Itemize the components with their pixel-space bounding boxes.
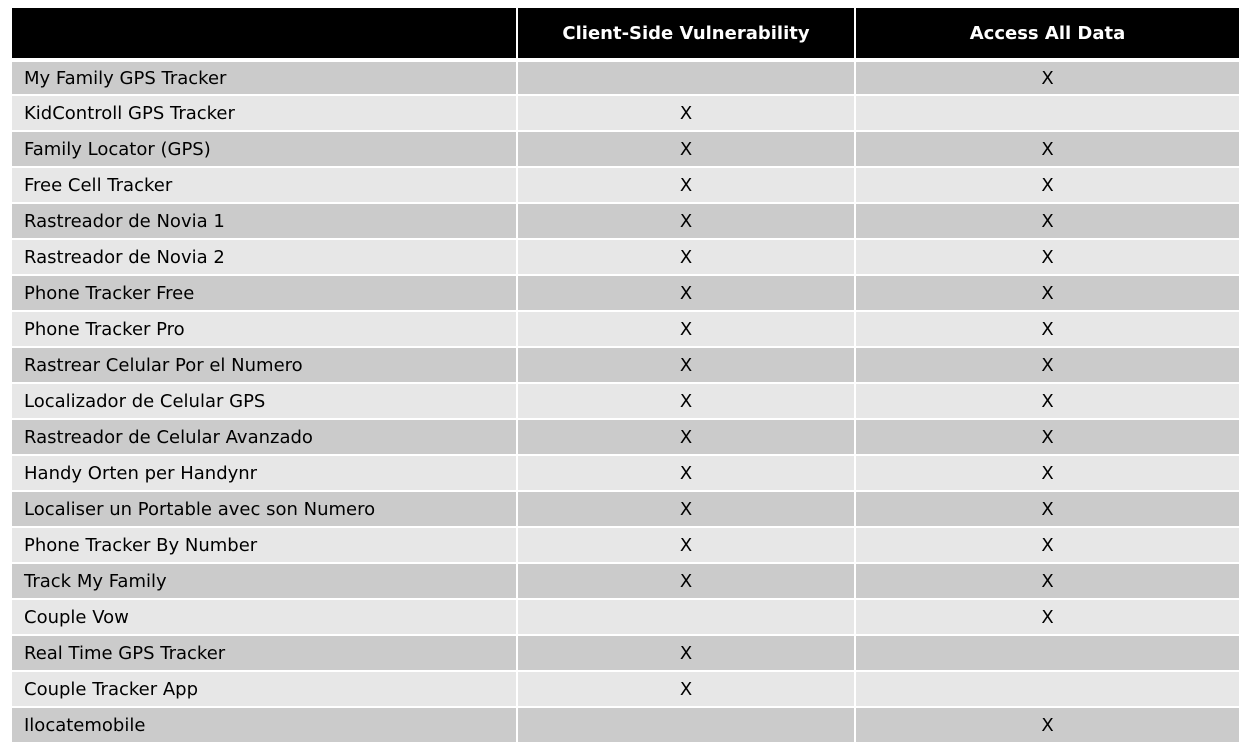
access-all-data-cell: X [856,706,1239,742]
table-row [12,562,1239,598]
app-name-cell: Rastrear Celular Por el Numero [12,346,518,382]
access-all-data-cell: X [856,562,1239,598]
table-row [12,202,1239,238]
app-name-cell: Rastreador de Celular Avanzado [12,418,518,454]
app-name-cell: Family Locator (GPS) [12,130,518,166]
client-side-vulnerability-cell: X [518,490,856,526]
client-side-vulnerability-cell: X [518,94,856,130]
app-name-cell: Ilocatemobile [12,706,518,742]
table-row [12,490,1239,526]
app-name-cell: Track My Family [12,562,518,598]
access-all-data-cell [856,94,1239,130]
client-side-vulnerability-cell [518,706,856,742]
client-side-vulnerability-cell: X [518,418,856,454]
access-all-data-cell: X [856,490,1239,526]
client-side-vulnerability-cell: X [518,454,856,490]
app-name-cell: Localizador de Celular GPS [12,382,518,418]
access-all-data-cell: X [856,382,1239,418]
app-name-cell: Phone Tracker Pro [12,310,518,346]
table-row [12,346,1239,382]
client-side-vulnerability-cell: X [518,238,856,274]
app-name-cell: Phone Tracker Free [12,274,518,310]
vulnerability-table [12,8,1239,742]
table-body [12,58,1239,742]
access-all-data-cell: X [856,454,1239,490]
client-side-vulnerability-cell: X [518,274,856,310]
client-side-vulnerability-cell: X [518,634,856,670]
client-side-vulnerability-cell: X [518,562,856,598]
app-name-cell: My Family GPS Tracker [12,58,518,94]
app-name-cell: Handy Orten per Handynr [12,454,518,490]
app-name-cell: Couple Vow [12,598,518,634]
app-name-cell: Real Time GPS Tracker [12,634,518,670]
client-side-vulnerability-cell: X [518,382,856,418]
table-row [12,130,1239,166]
client-side-vulnerability-cell: X [518,130,856,166]
client-side-vulnerability-cell [518,58,856,94]
header-row [12,8,1239,58]
table-row [12,274,1239,310]
access-all-data-cell: X [856,310,1239,346]
client-side-vulnerability-cell [518,598,856,634]
access-all-data-cell: X [856,274,1239,310]
app-name-cell: Rastreador de Novia 1 [12,202,518,238]
table-row [12,94,1239,130]
table-header [12,8,1239,58]
access-all-data-cell: X [856,58,1239,94]
header-client-side-vulnerability: Client-Side Vulnerability [518,8,856,58]
access-all-data-cell: X [856,598,1239,634]
table-row [12,526,1239,562]
table-row [12,238,1239,274]
client-side-vulnerability-cell: X [518,526,856,562]
client-side-vulnerability-cell: X [518,202,856,238]
table-row [12,418,1239,454]
table-row [12,706,1239,742]
table-row [12,382,1239,418]
table-row [12,58,1239,94]
access-all-data-cell: X [856,418,1239,454]
table-row [12,310,1239,346]
table-row [12,598,1239,634]
client-side-vulnerability-cell: X [518,166,856,202]
app-name-cell: KidControll GPS Tracker [12,94,518,130]
table-row [12,670,1239,706]
client-side-vulnerability-cell: X [518,670,856,706]
access-all-data-cell: X [856,202,1239,238]
access-all-data-cell: X [856,526,1239,562]
access-all-data-cell: X [856,346,1239,382]
app-name-cell: Phone Tracker By Number [12,526,518,562]
header-access-all-data: Access All Data [856,8,1239,58]
app-name-cell: Rastreador de Novia 2 [12,238,518,274]
client-side-vulnerability-cell: X [518,310,856,346]
access-all-data-cell: X [856,166,1239,202]
access-all-data-cell [856,670,1239,706]
table-row [12,454,1239,490]
app-name-cell: Couple Tracker App [12,670,518,706]
header-app-name [12,8,518,58]
access-all-data-cell: X [856,238,1239,274]
app-name-cell: Localiser un Portable avec son Numero [12,490,518,526]
access-all-data-cell: X [856,130,1239,166]
table-row [12,166,1239,202]
app-name-cell: Free Cell Tracker [12,166,518,202]
access-all-data-cell [856,634,1239,670]
client-side-vulnerability-cell: X [518,346,856,382]
table-row [12,634,1239,670]
